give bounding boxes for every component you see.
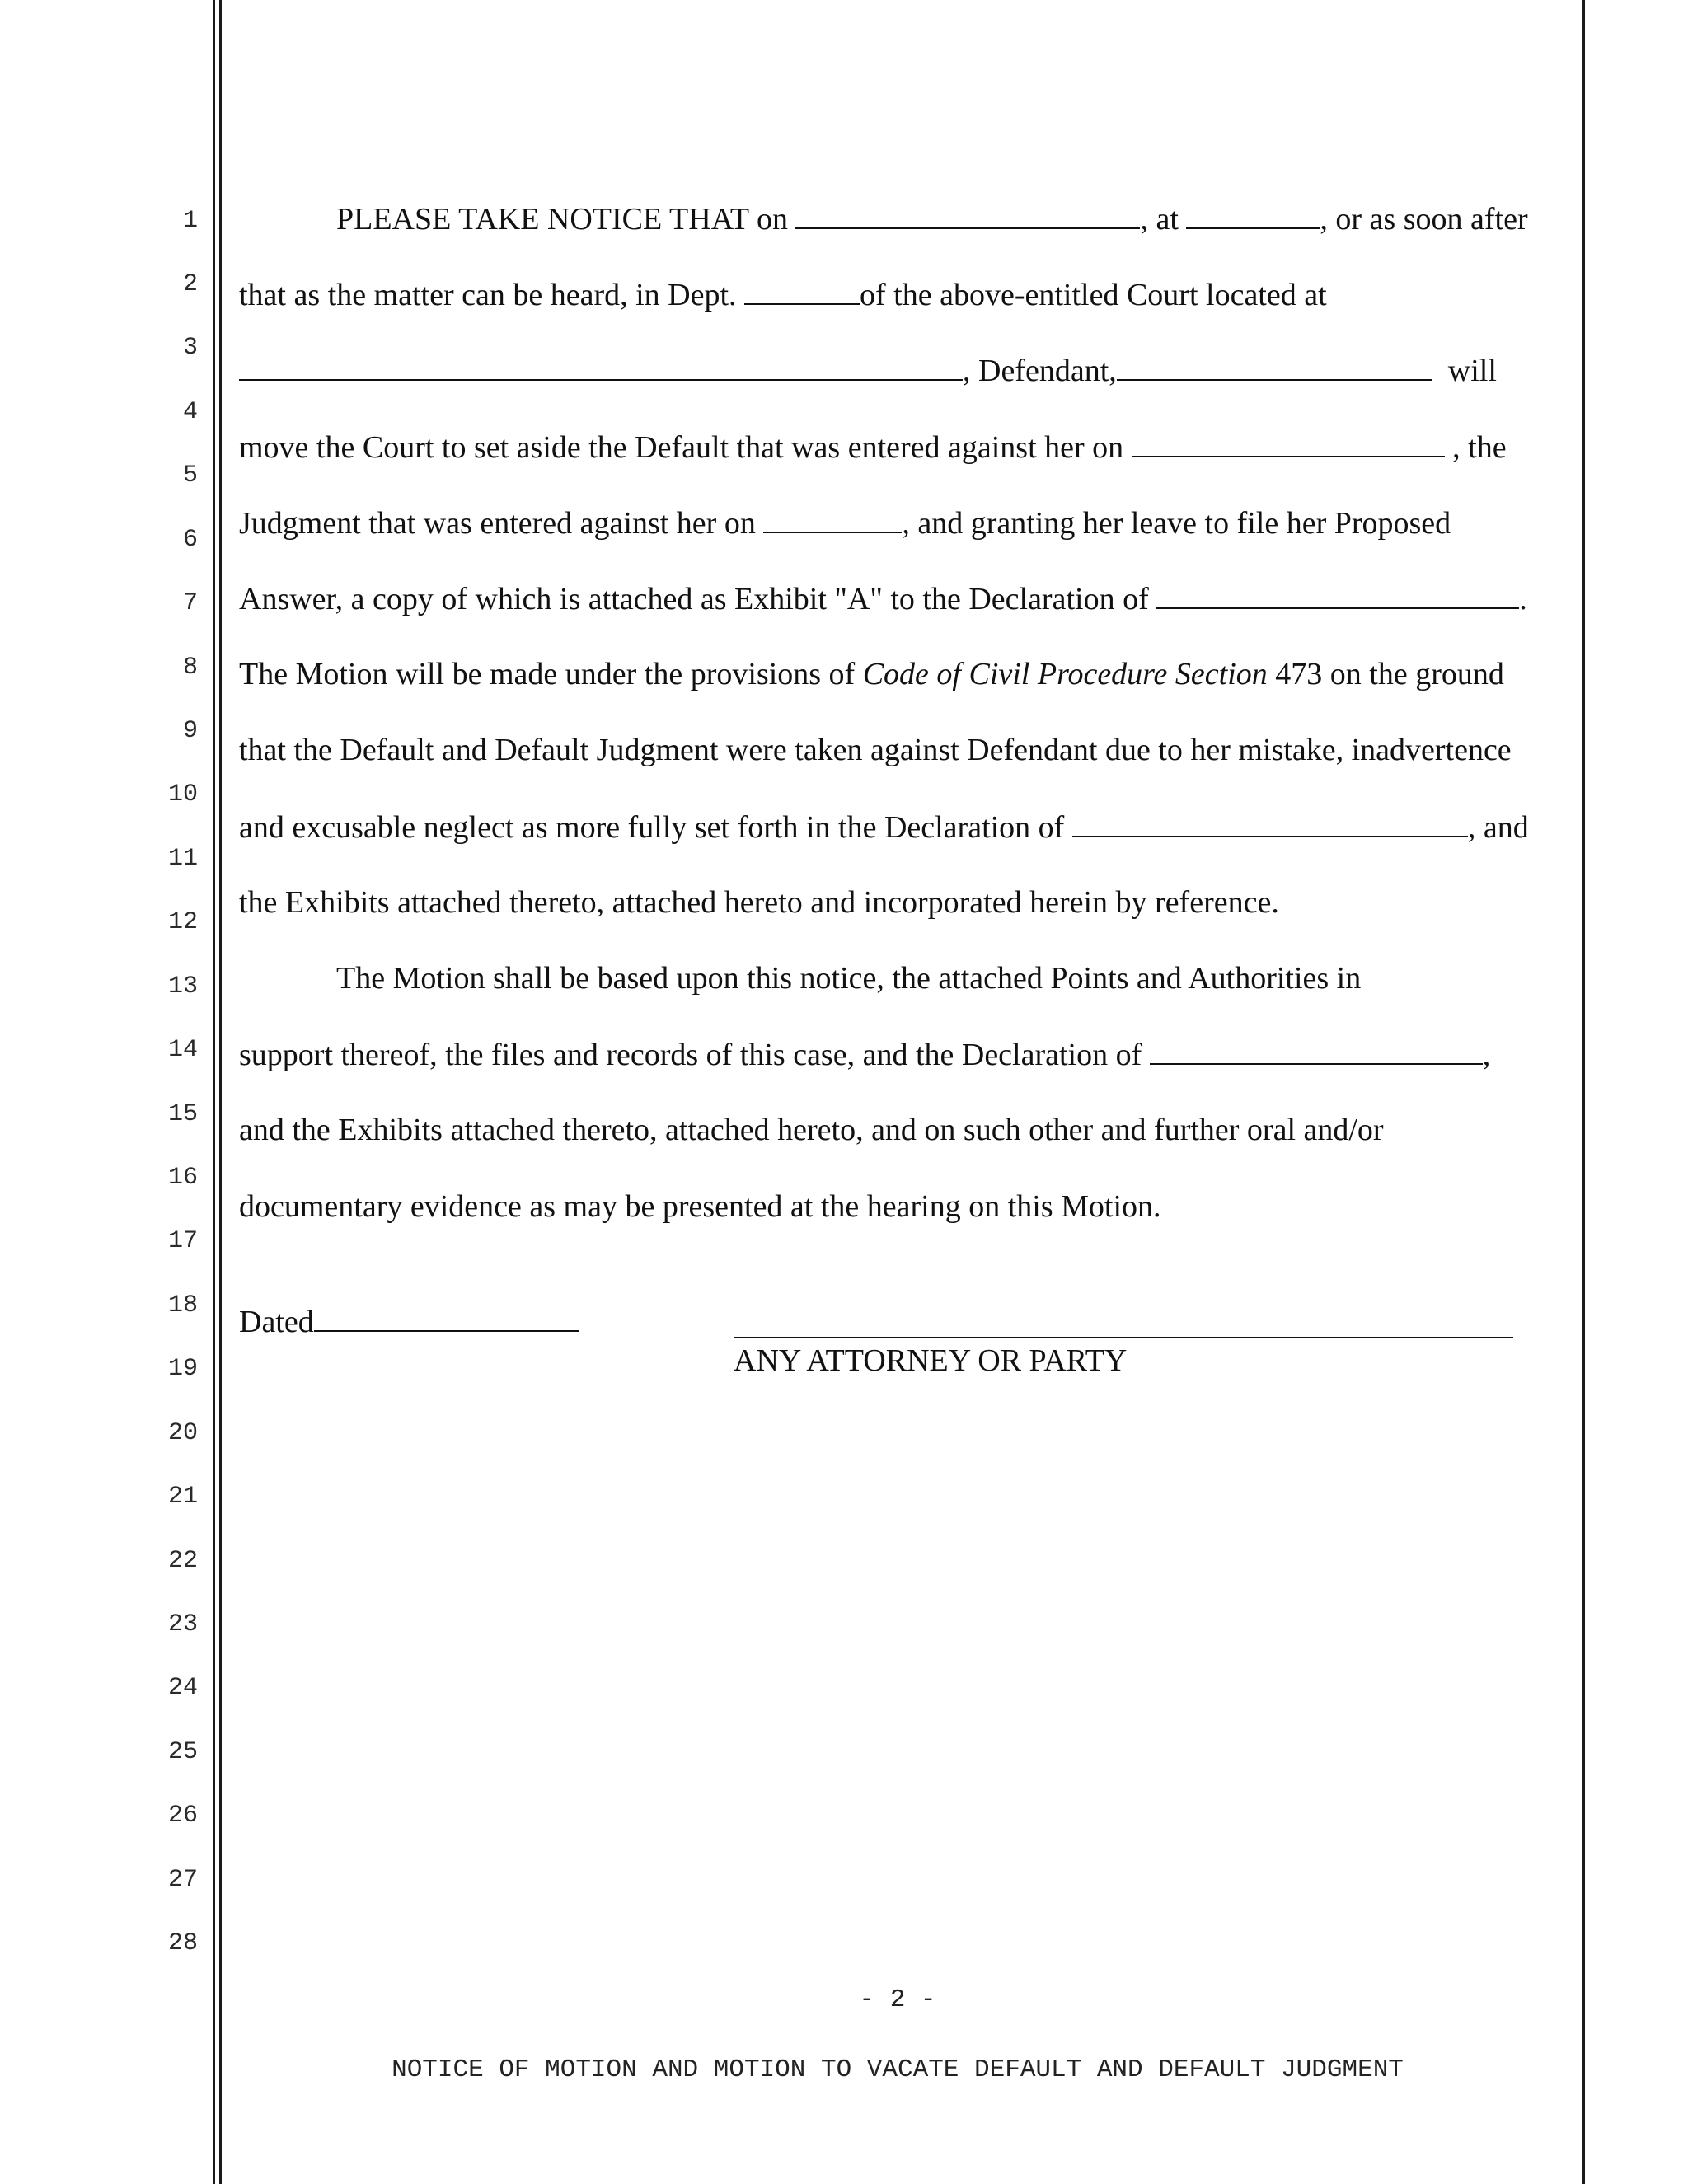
body-text: Answer, a copy of which is attached as Exhibit "A" to the Declaration of <box>239 582 1157 616</box>
left-margin-rule-inner <box>219 0 222 2184</box>
hearing-date-blank[interactable] <box>795 203 1140 229</box>
right-margin-rule <box>1582 0 1585 2184</box>
signer-label: ANY ATTORNEY OR PARTY <box>734 1343 1128 1378</box>
body-line-13: and the Exhibits attached thereto, attached hereto, and on such other and further oral and/or <box>239 1113 1384 1147</box>
line-number: 25 <box>167 1738 198 1766</box>
body-text: of the above-entitled Court located at <box>860 278 1327 312</box>
body-line-12 <box>239 1038 1490 1071</box>
body-line-7 <box>239 658 1504 690</box>
declarant-name-blank-2[interactable] <box>1072 811 1468 837</box>
left-margin-rule-outer <box>213 0 215 2184</box>
body-text: support thereof, the files and records of this case, and the Declaration of <box>239 1038 1150 1072</box>
body-line-8: that the Default and Default Judgment were taken against Defendant due to her mistake, inadvertence <box>239 733 1512 767</box>
body-line-6 <box>239 583 1527 615</box>
body-line-1 <box>336 203 1528 235</box>
line-number: 13 <box>167 972 198 1001</box>
line-number: 23 <box>167 1610 198 1638</box>
body-text: , <box>1482 1038 1491 1072</box>
dated-blank[interactable] <box>314 1305 579 1332</box>
line-number: 5 <box>182 462 198 490</box>
line-number: 8 <box>182 654 198 682</box>
line-number: 27 <box>167 1866 198 1894</box>
line-number: 16 <box>167 1164 198 1192</box>
line-number: 3 <box>182 334 198 362</box>
department-blank[interactable] <box>744 279 860 305</box>
line-number: 15 <box>167 1100 198 1128</box>
page-number: - 2 - <box>859 1985 936 2014</box>
line-number: 26 <box>167 1802 198 1830</box>
default-date-blank[interactable] <box>1132 431 1445 457</box>
body-text: and excusable neglect as more fully set forth in the Declaration of <box>239 810 1072 845</box>
line-number: 10 <box>167 780 198 808</box>
line-number: 11 <box>167 845 198 873</box>
body-text: The Motion will be made under the provisions of <box>239 657 863 691</box>
statute-reference: Code of Civil Procedure Section <box>862 657 1268 691</box>
dated-line <box>239 1305 579 1338</box>
defendant-name-blank[interactable] <box>1117 354 1432 381</box>
body-text: Judgment that was entered against her on <box>239 506 764 541</box>
line-number: 22 <box>167 1547 198 1575</box>
signature-line[interactable] <box>734 1337 1513 1338</box>
line-number: 6 <box>182 526 198 554</box>
body-line-10: the Exhibits attached thereto, attached hereto and incorporated herein by reference. <box>239 885 1279 920</box>
body-line-14: documentary evidence as may be presented at the hearing on this Motion. <box>239 1189 1161 1224</box>
court-address-blank[interactable] <box>239 354 963 381</box>
line-number: 12 <box>167 908 198 936</box>
body-line-2 <box>239 279 1327 311</box>
line-number: 1 <box>182 207 198 235</box>
line-number: 24 <box>167 1674 198 1702</box>
body-text: , Defendant, <box>963 354 1117 388</box>
judgment-date-blank[interactable] <box>763 507 902 533</box>
body-text: , at <box>1140 202 1187 237</box>
line-number: 21 <box>167 1483 198 1511</box>
body-text: , or as soon after <box>1320 202 1528 237</box>
body-text: PLEASE TAKE NOTICE THAT on <box>336 202 796 237</box>
line-number: 18 <box>167 1291 198 1319</box>
body-line-4 <box>239 431 1507 463</box>
line-number: 4 <box>182 398 198 426</box>
body-line-3 <box>239 354 1497 387</box>
declarant-name-blank[interactable] <box>1156 583 1519 609</box>
line-number: 9 <box>182 717 198 745</box>
line-number: 7 <box>182 589 198 617</box>
body-text: . <box>1519 582 1527 616</box>
body-line-5 <box>239 507 1451 539</box>
line-number-column <box>0 0 198 2184</box>
footer-title: NOTICE OF MOTION AND MOTION TO VACATE DEFAULT AND DEFAULT JUDGMENT <box>392 2055 1404 2084</box>
body-text: 473 on the ground <box>1267 657 1504 691</box>
line-number: 2 <box>182 270 198 298</box>
line-number: 17 <box>167 1227 198 1255</box>
body-line-11: The Motion shall be based upon this notice, the attached Points and Authorities in <box>336 961 1362 996</box>
body-text: , and <box>1467 810 1529 845</box>
line-number: 19 <box>167 1355 198 1383</box>
hearing-time-blank[interactable] <box>1186 203 1320 229</box>
line-number: 14 <box>167 1036 198 1064</box>
body-line-9 <box>239 811 1529 843</box>
body-text: move the Court to set aside the Default that was entered against her on <box>239 430 1132 465</box>
body-text: will <box>1447 354 1497 388</box>
dated-label: Dated <box>239 1305 314 1339</box>
line-number: 20 <box>167 1419 198 1447</box>
line-number: 28 <box>167 1929 198 1957</box>
body-text: , the <box>1444 430 1507 465</box>
declarant-name-blank-3[interactable] <box>1150 1038 1483 1065</box>
body-text: , and granting her leave to file her Proposed <box>902 506 1451 541</box>
body-text: that as the matter can be heard, in Dept. <box>239 278 745 312</box>
